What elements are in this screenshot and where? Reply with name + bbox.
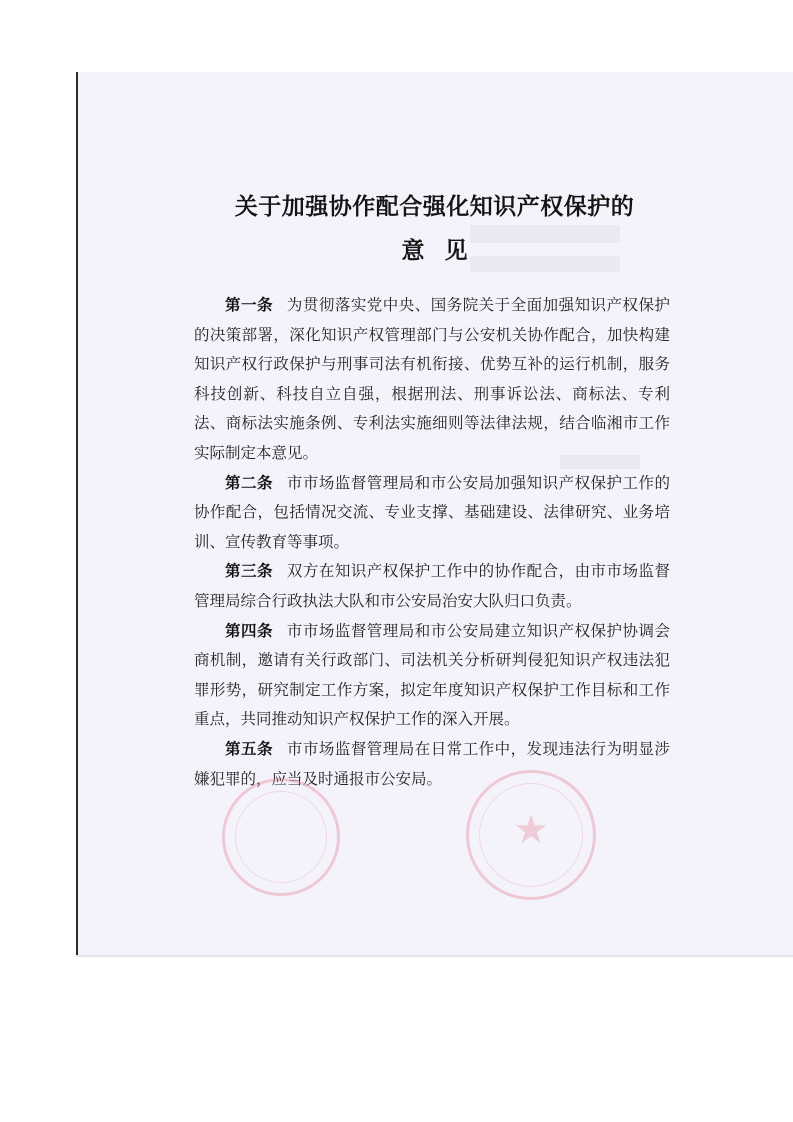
article-4 [194, 617, 670, 735]
article-text: 双方在知识产权保护工作中的协作配合，由市市场监督管理局综合行政执法大队和市公安局治安大队归口负责。 [194, 562, 670, 610]
article-label: 第一条 [225, 296, 273, 314]
sheet-bottom-edge [76, 955, 793, 957]
document-body [194, 291, 670, 794]
star-icon: ★ [513, 807, 549, 853]
article-2 [194, 469, 670, 558]
article-label: 第三条 [225, 562, 273, 581]
article-label: 第五条 [225, 739, 273, 758]
article-label: 第四条 [225, 621, 273, 640]
article-text: 为贯彻落实党中央、国务院关于全面加强知识产权保护的决策部署，深化知识产权管理部门与公安机关协作配合，加快构建知识产权行政保护与刑事司法有机衔接、优势互补的运行机制，服务科技创新、科技自立自强，根据刑法、刑事诉讼法、商标法、专利法、商标法实施条例、专利法实施细则等法律法规，结合临湘市工作实际制定本意见。 [194, 296, 670, 462]
article-1 [194, 291, 670, 469]
document-title: 关于加强协作配合强化知识产权保护的 [234, 193, 635, 220]
document-subtitle: 意见 [401, 237, 488, 264]
article-label: 第二条 [225, 473, 273, 492]
article-text: 市市场监督管理局和市公安局加强知识产权保护工作的协作配合，包括情况交流、专业支撑、基础建设、法律研究、业务培训、宣传教育等事项。 [194, 473, 670, 551]
article-text: 市市场监督管理局和市公安局建立知识产权保护协调会商机制，邀请有关行政部门、司法机关分析研判侵犯知识产权违法犯罪形势，研究制定工作方案，拟定年度知识产权保护工作目标和工作重点，共同推动知识产权保护工作的深入开展。 [194, 621, 670, 729]
article-3 [194, 557, 670, 616]
article-text: 市市场监督管理局在日常工作中，发现违法行为明显涉嫌犯罪的，应当及时通报市公安局。 [194, 739, 670, 788]
article-5 [194, 735, 670, 794]
